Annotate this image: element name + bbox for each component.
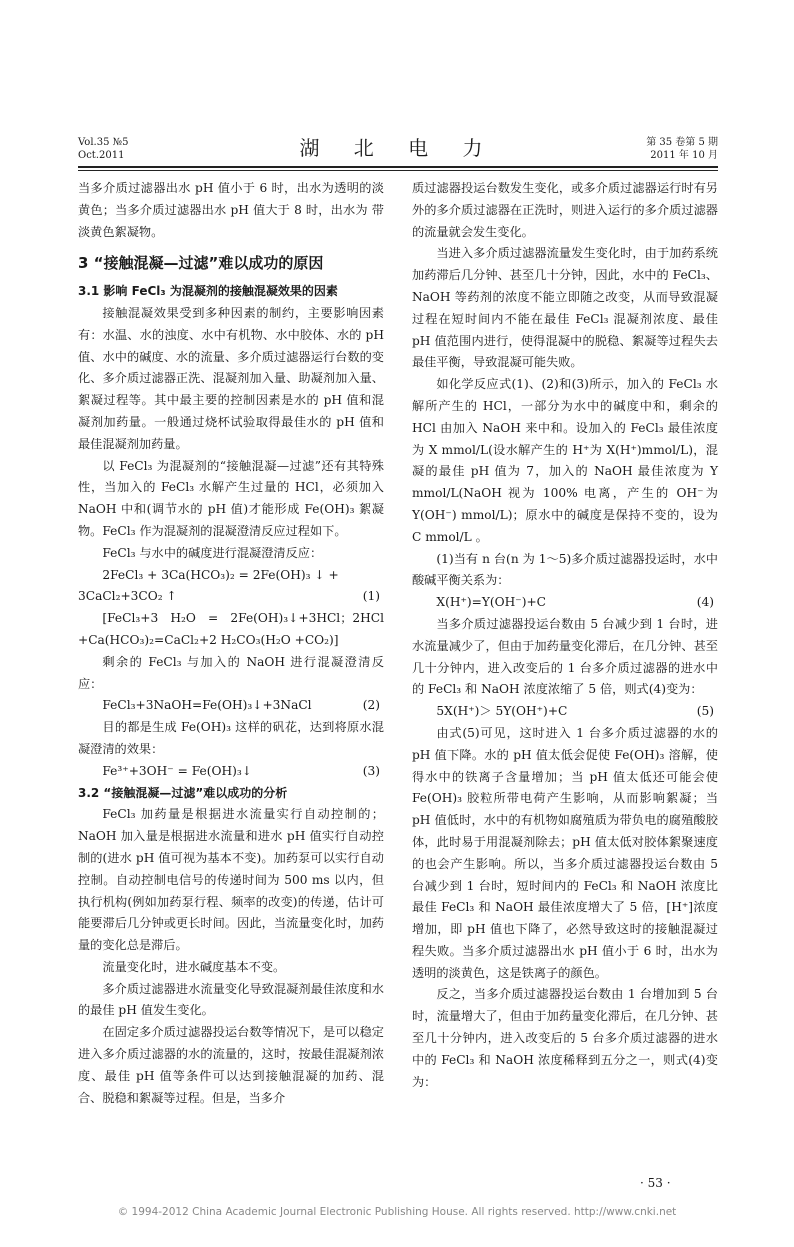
paragraph: 当多介质过滤器出水 pH 值小于 6 时，出水为透明的淡黄色；当多介质过滤器出水 pH 值大于 8 时，出水为 带淡黄色絮凝物。: [78, 181, 384, 239]
volume-cn: 第 35 卷第 5 期: [646, 137, 718, 148]
paragraph: [FeCl₃+3 H₂O = 2Fe(OH)₃↓+3HCl；2HCl +Ca(HCO₃)₂=CaCl₂+2 H₂CO₃(H₂O +CO₂)]: [78, 611, 384, 647]
header-rule-thick: [78, 166, 718, 168]
subsection-heading: 3.1 影响 FeCl₃ 为混凝剂的接触混凝效果的因素: [78, 284, 338, 299]
paragraph: 如化学反应式(1)、(2)和(3)所示，加入的 FeCl₃ 水解所产生的 HCl，一部分为水中的碱度中和，剩余的 HCl 由加入 NaOH 来中和。设加入的 FeCl₃ 最佳浓度为 X mmol/L(设水解产生的 H⁺为 X(H⁺)mmol/L)，混凝的最佳 pH 值为 7，加入的 NaOH 最佳浓度为 Y mmol/L(NaOH 视为 100% 电离，产生的 OH⁻为 Y(OH⁻) mmol/L)；原水中的碱度是保持不变的，设为 C mmol/L 。: [412, 377, 718, 544]
header-right: [646, 136, 718, 162]
equation-text: FeCl₃+3NaOH=Fe(OH)₃↓+3NaCl: [102, 698, 312, 713]
equation-number: (4): [696, 595, 714, 610]
page-number: · 53 ·: [640, 1176, 671, 1190]
paragraph: (1)当有 n 台(n 为 1～5)多介质过滤器投运时，水中酸碱平衡关系为：: [412, 551, 718, 588]
equation-1-line-2: [78, 586, 384, 608]
journal-title: 湖 北 电 力: [299, 136, 497, 160]
paragraph: 剩余的 FeCl₃ 与加入的 NaOH 进行混凝澄清反应：: [78, 654, 384, 691]
paragraph: 由式(5)可见，这时进入 1 台多介质过滤器的水的 pH 值下降。水的 pH 值太低会促使 Fe(OH)₃ 溶解，使得水中的铁离子含量增加；当 pH 值太低还可能会使 Fe(OH)₃ 胶粒所带电荷产生影响，从而影响絮凝；当 pH 值低时，水中的有机物如腐殖质为带负电的腐殖酸胶体，此时易于用混凝剂除去；pH 值太低对胶体絮聚速度的也会产生影响。所以，当多介质过滤器投运台数由 5 台减少到 1 台时，短时间内的 FeCl₃ 和 NaOH 浓度比最佳 FeCl₃ 和 NaOH 最佳浓度增大了 5 倍，[H⁺]浓度增加，即 pH 值也下降了，必然导致这时的接触混凝过程失败。当多介质过滤器出水 pH 值小于 6 时，出水为透明的淡黄色，这是铁离子的颜色。: [412, 725, 718, 980]
section-heading: 3 “接触混凝—过滤”难以成功的原因: [78, 254, 324, 273]
right-column: [412, 178, 718, 1093]
equation-text: Fe³⁺+3OH⁻ = Fe(OH)₃↓: [102, 763, 252, 778]
equation-text: X(H⁺)=Y(OH⁻)+C: [436, 595, 546, 610]
paragraph: FeCl₃ 加药量是根据进水流量实行自动控制的；NaOH 加入量是根据进水流量和进水 pH 值实行自动控制的(进水 pH 值可视为基本不变)。加药泵可以实行自动控制。自动控制电信号的传递时间为 500 ms 以内，但执行机构(例如加药泵行程、频率的改变)的传递，估计可能要滞后几分钟或更长时间。因此，当流量变化时，加药量的变化总是滞后。: [78, 807, 384, 953]
equation-text: 3CaCl₂+3CO₂ ↑: [78, 589, 177, 604]
paragraph: 多介质过滤器进水流量变化导致混凝剂最佳浓度和水的最佳 pH 值发生变化。: [78, 981, 384, 1018]
equation-5: [412, 701, 718, 723]
date-en: Oct.2011: [78, 150, 125, 161]
paragraph: 当进入多介质过滤器流量发生变化时，由于加药系统加药滞后几分钟、甚至几十分钟，因此，水中的 FeCl₃、NaOH 等药剂的浓度不能立即随之改变，从而导致混凝过程在短时间内不能在最佳 FeCl₃ 混凝剂浓度、最佳 pH 值范围内进行，使得混凝中的脱稳、絮凝等过程失去最佳平衡，导致混凝可能失败。: [412, 246, 718, 370]
copyright-footer: © 1994-2012 China Academic Journal Electronic Publishing House. All rights reserved. http://www.cnki.net: [117, 1206, 677, 1218]
paragraph: 反之，当多介质过滤器投运台数由 1 台增加到 5 台时，流量增大了，但由于加药量变化滞后，在几分钟、甚至几十分钟内，进入改变后的 5 台多介质过滤器的进水中的 FeCl₃ 和 NaOH 浓度稀释到五分之一，则式(4)变为：: [412, 987, 718, 1089]
paragraph: 目的都是生成 Fe(OH)₃ 这样的矾花，达到将原水混凝澄清的效果：: [78, 720, 384, 756]
equation-number: (1): [362, 589, 380, 604]
paragraph: 流量变化时，进水碱度基本不变。: [102, 959, 286, 974]
paragraph: 质过滤器投运台数发生变化，或多介质过滤器运行时有另外的多介质过滤器在正洗时，则进入运行的多介质过滤器的流量就会发生变化。: [412, 181, 718, 239]
equation-number: (2): [362, 698, 380, 713]
equation-2: [78, 695, 384, 717]
paragraph: 以 FeCl₃ 为混凝剂的“接触混凝—过滤”还有其特殊性，当加入的 FeCl₃ 水解产生过量的 HCl，必须加入 NaOH 中和(调节水的 pH 值)才能形成 Fe(OH)₃ 絮凝物。FeCl₃ 作为混凝剂的混凝澄清反应过程如下。: [78, 458, 384, 538]
equation-4: [412, 592, 718, 614]
header-rule-thin: [78, 170, 718, 171]
equation-text: 5X(H⁺)＞ 5Y(OH⁺)+C: [436, 704, 568, 719]
paragraph: 接触混凝效果受到多种因素的制约，主要影响因素有：水温、水的浊度、水中有机物、水中胶体、水的 pH 值、水中的碱度、水的流量、多介质过滤器运行台数的变化、多介质过滤器正洗、混凝剂加入量、助凝剂加入量、絮凝过程等。其中最主要的控制因素是水的 pH 值和混凝剂加药量。一般通过烧杯试验取得最佳水的 pH 值和最佳混凝剂加药量。: [78, 305, 384, 451]
subsection-heading: 3.2 “接触混凝—过滤”难以成功的分析: [78, 785, 288, 800]
equation-number: (3): [362, 763, 380, 778]
date-cn: 2011 年 10 月: [650, 150, 718, 161]
running-header: [78, 132, 718, 168]
left-column: [78, 178, 384, 1109]
paragraph: 在固定多介质过滤器投运台数等情况下，是可以稳定进入多介质过滤器的水的流量的，这时，按最佳混凝剂浓度、最佳 pH 值等条件可以达到接触混凝的加药、混合、脱稳和絮凝等过程。但是，当多介: [78, 1025, 384, 1105]
paragraph: FeCl₃ 与水中的碱度进行混凝澄清反应：: [102, 545, 323, 560]
volume-en: Vol.35 №5: [78, 137, 129, 148]
equation-number: (5): [696, 704, 714, 719]
equation-3: [78, 761, 384, 783]
paragraph: 当多介质过滤器投运台数由 5 台减少到 1 台时，进水流量减少了，但由于加药量变化滞后，在几分钟、甚至几十分钟内，进入改变后的 1 台多介质过滤器的进水中的 FeCl₃ 和 NaOH 浓度浓缩了 5 倍，则式(4)变为：: [412, 616, 718, 697]
equation-1-line-1: 2FeCl₃ + 3Ca(HCO₃)₂ = 2Fe(OH)₃ ↓ +: [102, 567, 339, 582]
